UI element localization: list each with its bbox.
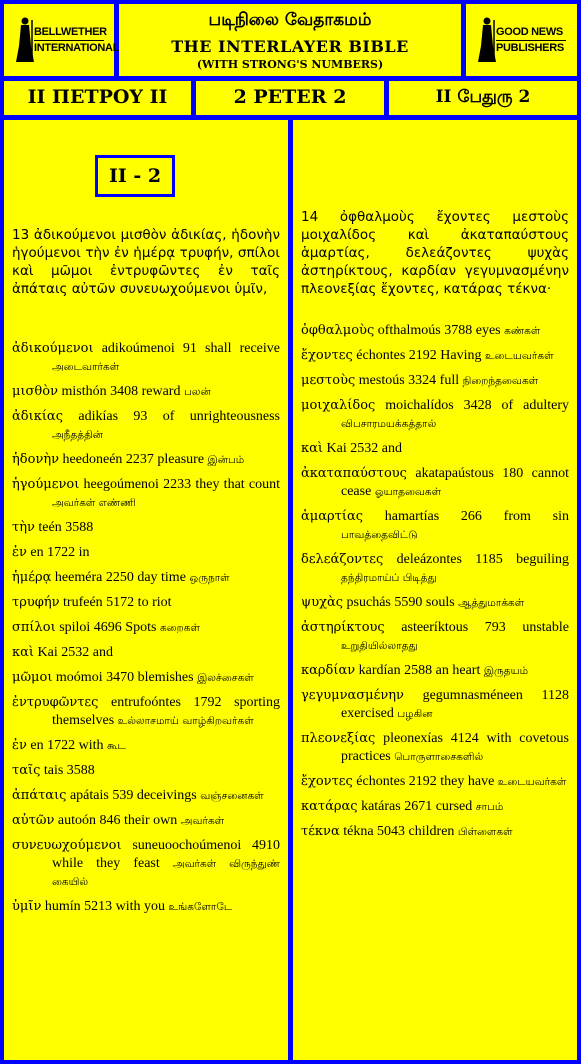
word-entry <box>301 730 569 766</box>
english-gloss: gegumnasméneen 1128 exercised <box>341 688 569 721</box>
logo-right-line2: PUBLISHERS <box>496 42 564 54</box>
tamil-gloss: அவர்கள் விருந்துண் கையில் <box>52 858 280 888</box>
greek-word: ὑμῖν <box>12 899 42 914</box>
greek-word: σπίλοι <box>12 620 56 635</box>
word-entry <box>12 594 280 612</box>
logo-left-line2: INTERNATIONAL <box>34 42 120 54</box>
tamil-gloss: நிறைந்தவைகள் <box>462 375 539 387</box>
greek-word: ἡγούμενοι <box>12 477 80 492</box>
tamil-gloss: ஆத்துமாக்கள் <box>458 597 525 609</box>
right-word-list <box>301 322 569 848</box>
word-entry <box>12 787 280 805</box>
word-entry <box>301 508 569 544</box>
book-title-greek: II ΠΕΤΡΟΥ II <box>27 86 168 108</box>
word-entry <box>301 347 569 365</box>
greek-word: ἔχοντες <box>301 774 353 789</box>
tamil-gloss: பாவத்தைவிட்டு <box>341 529 418 541</box>
greek-word: μοιχαλίδος <box>301 398 376 413</box>
logo-left-line1: BELLWETHER <box>34 26 107 38</box>
book-title-english: 2 PETER 2 <box>233 86 347 108</box>
english-gloss: akatapaústous 180 cannot cease <box>341 466 569 499</box>
tamil-gloss: உடையவர்கள் <box>497 776 567 788</box>
chapter-label: II - 2 <box>95 155 175 197</box>
shepherd-figure-icon <box>476 16 498 64</box>
greek-word: τέκνα <box>301 824 340 839</box>
word-entry <box>12 340 280 376</box>
tamil-gloss: பழகின <box>397 708 433 720</box>
right-column <box>293 120 577 1060</box>
word-entry <box>12 476 280 512</box>
word-entry <box>12 383 280 401</box>
greek-word: ἐν <box>12 738 27 753</box>
tamil-gloss: பிள்ளைகள் <box>457 826 513 838</box>
word-entry <box>301 798 569 816</box>
greek-word: ἀδικούμενοι <box>12 341 94 356</box>
tamil-gloss: உறுதியில்லாதது <box>341 640 418 652</box>
word-entry <box>12 737 280 755</box>
english-gloss: adikías 93 of unrighteousness <box>62 409 280 424</box>
tamil-gloss: ஒருநாள் <box>189 572 230 584</box>
greek-word: δελεάζοντες <box>301 552 384 567</box>
book-title-tamil: II பேதுரு 2 <box>435 87 531 107</box>
english-gloss: suneuoochoúmenoi 4910 while they feast <box>52 838 280 871</box>
greek-word: συνευωχούμενοι <box>12 838 122 853</box>
english-gloss: katáras 2671 cursed <box>357 799 476 814</box>
english-gloss: asteeríktous 793 unstable <box>384 620 569 635</box>
left-column <box>4 120 288 1060</box>
english-gloss: teén 3588 <box>34 520 94 535</box>
word-entry <box>301 372 569 390</box>
goodnews-logo <box>474 14 568 66</box>
greek-word: ἀπάταις <box>12 788 67 803</box>
tamil-gloss: இருதயம் <box>483 665 529 677</box>
english-gloss: Kai 2532 and <box>34 645 113 660</box>
word-entry <box>12 644 280 662</box>
word-entry <box>301 619 569 655</box>
header-left-logo-box <box>4 4 120 76</box>
tamil-gloss: அடைவார்கள் <box>52 361 120 373</box>
tamil-gloss: வஞ்சனைகள் <box>200 790 264 802</box>
tamil-gloss: இன்பம் <box>207 454 245 466</box>
shepherd-figure-icon <box>14 16 36 64</box>
word-entry <box>301 465 569 501</box>
bellwether-logo <box>12 14 120 66</box>
word-entry <box>301 823 569 841</box>
verse-13-text: 13 ἀδικούμενοι μισθὸν ἀδικίας, ἡδονὴν ἡγούμενοι τὴν ἐν ἡμέρᾳ τρυφήν, σπίλοι καὶ μῶμοι ἐντρυφῶντες ἐν ταῖς ἀπάταις αὐτῶν συνευωχούμενοι ὑμῖν, <box>12 227 280 297</box>
word-entry <box>12 694 280 730</box>
greek-word: ἐν <box>12 545 27 560</box>
english-gloss: entrufoóntes 1792 sporting themselves <box>52 695 280 728</box>
greek-word: μῶμοι <box>12 670 53 685</box>
english-gloss: heedoneén 2237 pleasure <box>59 452 208 467</box>
word-entry <box>301 397 569 433</box>
english-gloss: heegoúmenoi 2233 they that count <box>79 477 280 492</box>
word-entry <box>12 569 280 587</box>
english-gloss: moichalídos 3428 of adultery <box>375 398 569 413</box>
book-title-greek-box <box>4 81 191 115</box>
tamil-gloss: கறைகள் <box>159 622 200 634</box>
english-gloss: hamartías 266 from sin <box>363 509 569 524</box>
word-entry <box>12 898 280 916</box>
tamil-gloss: கூட <box>107 740 126 752</box>
tamil-gloss: அவர்கள் <box>180 815 225 827</box>
greek-word: τρυφήν <box>12 595 60 610</box>
english-gloss: pleonexías 4124 with covetous practices <box>341 731 569 764</box>
tamil-gloss: உங்களோடே <box>168 901 233 913</box>
english-gloss: en 1722 in <box>26 545 90 560</box>
greek-word: ἡμέρᾳ <box>12 570 52 585</box>
book-title-tamil-box <box>389 81 577 115</box>
greek-word: τὴν <box>12 520 35 535</box>
word-entry <box>301 322 569 340</box>
tamil-gloss: ஓயாதவைகள் <box>374 486 442 498</box>
word-entry <box>12 619 280 637</box>
english-gloss: Kai 2532 and <box>323 441 402 456</box>
tamil-gloss: விபசாரமயக்கத்தால் <box>341 418 437 430</box>
greek-word: καρδίαν <box>301 663 356 678</box>
greek-word: ἁμαρτίας <box>301 509 363 524</box>
tamil-gloss: அநீதத்தின் <box>52 429 103 441</box>
word-entry <box>301 773 569 791</box>
header-title-box <box>119 4 461 76</box>
greek-word: ἡδονὴν <box>12 452 60 467</box>
greek-word: ἀκαταπαύστους <box>301 466 407 481</box>
english-gloss: humín 5213 with you <box>41 899 169 914</box>
english-gloss: échontes 2192 they have <box>352 774 498 789</box>
left-word-list <box>12 340 280 923</box>
english-gloss: moómoi 3470 blemishes <box>52 670 198 685</box>
word-entry <box>12 812 280 830</box>
greek-word: ταῖς <box>12 763 41 778</box>
tamil-gloss: அவர்கள் எண்ணி <box>52 497 136 509</box>
greek-word: ἀδικίας <box>12 409 63 424</box>
greek-word: γεγυμνασμένην <box>301 688 404 703</box>
greek-word: ἔχοντες <box>301 348 353 363</box>
tamil-gloss: சாபம் <box>475 801 504 813</box>
greek-word: ἐντρυφῶντες <box>12 695 99 710</box>
english-gloss: ofthalmoús 3788 eyes <box>374 323 505 338</box>
verse-14-text: 14 ὀφθαλμοὺς ἔχοντες μεστοὺς μοιχαλίδος καὶ ἀκαταπαύστους ἁμαρτίας, δελεάζοντες ψυχὰς ἀστηρίκτους, καρδίαν γεγυμνασμένην πλεονεξίας ἔχοντες, κατάρας τέκνα· <box>301 209 569 297</box>
english-gloss: en 1722 with <box>26 738 107 753</box>
greek-word: ἀστηρίκτους <box>301 620 385 635</box>
tamil-gloss: உல்லாசமாய் வாழ்கிறவர்கள் <box>117 715 254 727</box>
english-gloss: tékna 5043 children <box>339 824 458 839</box>
book-title-english-box <box>196 81 384 115</box>
tamil-gloss: தந்திரமாய்ப் பிடித்து <box>341 572 437 584</box>
word-entry <box>301 440 569 458</box>
word-entry <box>301 687 569 723</box>
tamil-gloss: பொருளாசைகளில் <box>394 751 484 763</box>
greek-word: πλεονεξίας <box>301 731 376 746</box>
word-entry <box>12 837 280 891</box>
english-gloss: mestoús 3324 full <box>355 373 463 388</box>
word-entry <box>12 451 280 469</box>
english-gloss: trufeén 5172 to riot <box>59 595 172 610</box>
english-gloss: échontes 2192 Having <box>352 348 485 363</box>
word-entry <box>12 762 280 780</box>
word-entry <box>12 544 280 562</box>
word-entry <box>12 669 280 687</box>
word-entry <box>301 551 569 587</box>
english-gloss: heeméra 2250 day time <box>51 570 190 585</box>
greek-word: μισθὸν <box>12 384 58 399</box>
greek-word: αὐτῶν <box>12 813 55 828</box>
english-gloss: misthón 3408 reward <box>57 384 184 399</box>
word-entry <box>12 408 280 444</box>
english-gloss: deleázontes 1185 beguiling <box>383 552 569 567</box>
greek-word: ψυχὰς <box>301 595 344 610</box>
title-sub: (WITH STRONG'S NUMBERS) <box>196 58 384 71</box>
tamil-gloss: உடையவர்கள் <box>485 350 554 362</box>
word-entry <box>301 594 569 612</box>
greek-word: ὀφθαλμοὺς <box>301 323 375 338</box>
english-gloss: autoón 846 their own <box>54 813 181 828</box>
tamil-gloss: பலன் <box>183 386 211 398</box>
greek-word: καὶ <box>301 441 324 456</box>
greek-word: κατάρας <box>301 799 358 814</box>
english-gloss: adikoúmenoi 91 shall receive <box>93 341 280 356</box>
english-gloss: apátais 539 deceivings <box>66 788 201 803</box>
greek-word: μεστοὺς <box>301 373 356 388</box>
greek-word: καὶ <box>12 645 35 660</box>
tamil-gloss: இலச்சைகள் <box>197 672 254 684</box>
english-gloss: tais 3588 <box>40 763 95 778</box>
title-main: THE INTERLAYER BIBLE <box>171 37 409 56</box>
tamil-gloss: கண்கள் <box>504 325 541 337</box>
word-entry <box>12 519 280 537</box>
english-gloss: psuchás 5590 souls <box>343 595 459 610</box>
english-gloss: kardían 2588 an heart <box>355 663 484 678</box>
word-entry <box>301 662 569 680</box>
header-right-logo-box <box>466 4 577 76</box>
title-tamil: படிநிலை வேதாகமம் <box>208 10 372 30</box>
english-gloss: spiloi 4696 Spots <box>55 620 160 635</box>
logo-right-line1: GOOD NEWS <box>496 26 563 38</box>
